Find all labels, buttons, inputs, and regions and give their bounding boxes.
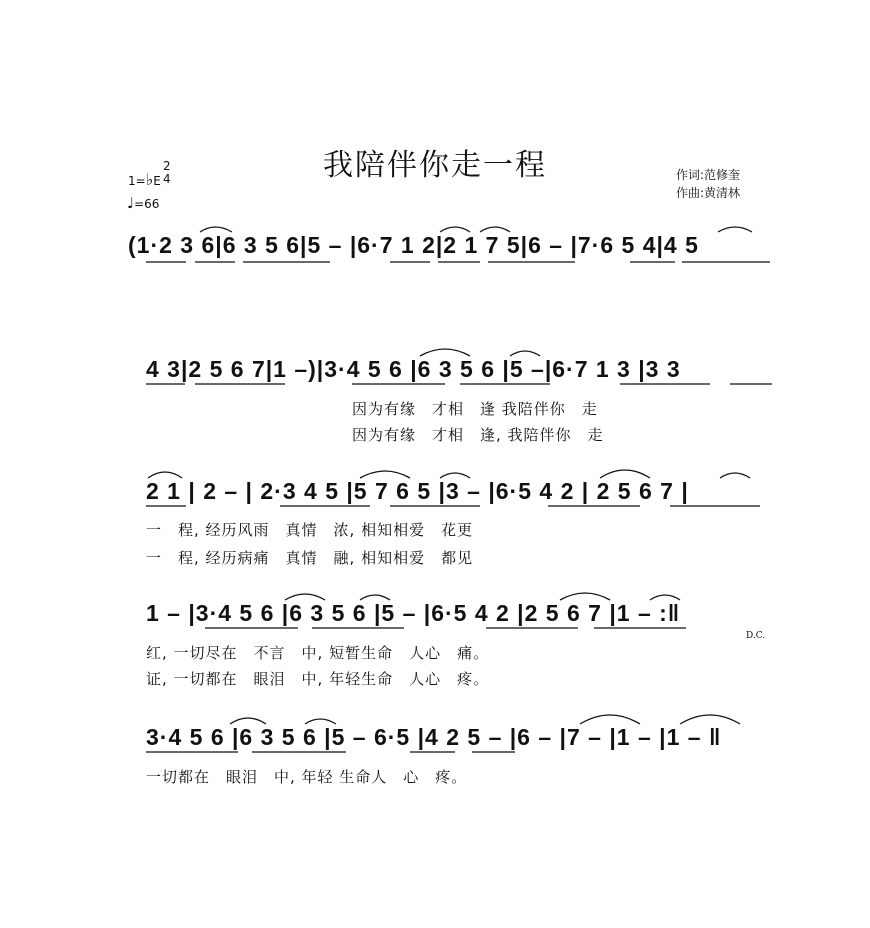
slur-mark: [600, 470, 650, 478]
slur-mark: [720, 473, 750, 478]
notation-line-4: 1 – |3·4 5 6 |6 3 5 6 |5 – |6·5 4 2 |2 5 6 7 |1 – :‖: [146, 600, 681, 626]
key-note: E: [153, 174, 161, 188]
key-signature: [128, 170, 161, 189]
flat-sign: ♭: [145, 170, 154, 189]
lyric-line-4a: 红, 一切尽在 不言 中, 短暂生命 人心 痛。: [146, 644, 490, 662]
lyricist-credit: 作词:范修奎: [676, 168, 741, 182]
slur-mark: [680, 715, 740, 724]
lyric-line-5a: 一切都在 眼泪 中, 年轻 生命人 心 疼。: [146, 768, 468, 786]
slur-mark: [580, 715, 640, 724]
notation-line-1: (1·2 3 6|6 3 5 6|5 – |6·7 1 2|2 1 7 5|6 – |7·6 5 4|4 5: [128, 232, 699, 258]
lyric-line-3b: 一 程, 经历病痛 真情 融, 相知相爱 都见: [146, 549, 474, 567]
dc-marking: D.C.: [746, 631, 766, 641]
notation-line-2: 4 3|2 5 6 7|1 –)|3·4 5 6 |6 3 5 6 |5 –|6·7 1 3 |3 3: [146, 356, 681, 382]
slur-mark: [360, 471, 410, 478]
slur-mark: [420, 349, 470, 356]
lyric-line-3a: 一 程, 经历风雨 真情 浓, 相知相爱 花更: [146, 521, 474, 539]
time-signature: [163, 160, 171, 186]
quarter-note-icon: ♩: [127, 194, 135, 212]
lyric-line-4b: 证, 一切都在 眼泪 中, 年轻生命 人心 疼。: [146, 670, 490, 688]
tempo-value: =66: [134, 197, 160, 211]
notation-line-3: 2 1 | 2 – | 2·3 4 5 |5 7 6 5 |3 – |6·5 4 2 | 2 5 6 7 |: [146, 478, 689, 504]
time-bottom: 4: [163, 172, 171, 186]
key-prefix: 1=: [128, 174, 146, 188]
song-title: 我陪伴你走一程: [323, 148, 547, 183]
lyric-line-2b: 因为有缘 才相 逢, 我陪伴你 走: [352, 426, 604, 444]
tempo-mark: [127, 194, 159, 212]
slur-mark: [560, 593, 610, 600]
lyric-line-2a: 因为有缘 才相 逢 我陪伴你 走: [352, 400, 598, 418]
slur-mark: [718, 227, 752, 232]
notation-line-5: 3·4 5 6 |6 3 5 6 |5 – 6·5 |4 2 5 – |6 – |7 – |1 – |1 – ‖: [146, 724, 722, 750]
composer-credit: 作曲:黄清林: [676, 186, 741, 200]
time-top: 2: [163, 159, 171, 173]
